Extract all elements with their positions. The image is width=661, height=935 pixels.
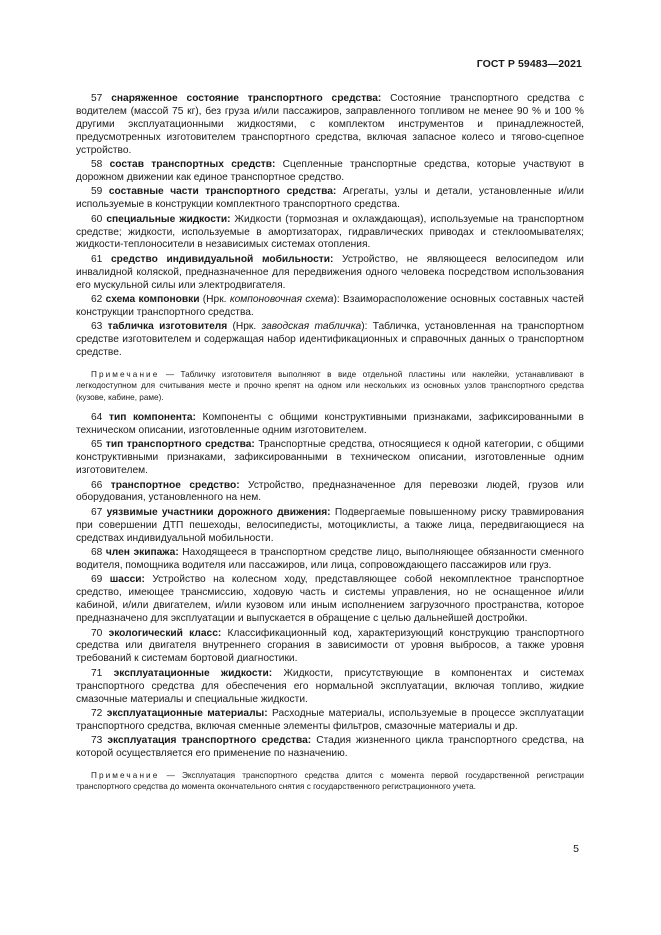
page-number: 5	[573, 843, 579, 855]
term-definition: Устройство на колесном ходу, представляющее собой некомплектное транспортное средство, имеющее трансмиссию, ходовую часть и системы управления, но не оснащенное и/или кабиной, и/или двигателем, и/или кузовом или иным исполнением загрузочного пространства, которое предназначено для эксплуатации и выпускается в обращение с целью дальнейшей достройки.	[76, 574, 584, 625]
term-number: 68	[91, 547, 103, 559]
term-number: 63	[91, 321, 103, 333]
term-title: составные части транспортного средства:	[108, 186, 337, 198]
term-entry	[76, 574, 584, 626]
term-number: 58	[91, 159, 103, 171]
term-definition: Устройство, не являющееся велосипедом или инвалидной коляской, предназначенное для передвижения одного человека посредством использования его мускульной силы или электродвигателя.	[76, 253, 584, 291]
term-number: 72	[91, 707, 103, 719]
term-definition: Компоненты с общими конструктивными признаками, зафиксированными в техническом описании, изготовленные одним изготовителем.	[76, 412, 584, 436]
term-title: состав транспортных средств:	[109, 159, 276, 171]
note	[76, 770, 584, 793]
term-definition: Стадия жизненного цикла транспортного средства, на которой осуществляется его применение по назначению.	[76, 735, 584, 760]
term-title: эксплуатационные жидкости:	[113, 667, 273, 679]
term-entry	[76, 186, 584, 212]
term-entry	[76, 547, 584, 573]
note-text: — Табличку изготовителя выполняют в виде отдельной пластины или наклейки, устанавливают в легкодоступном для считывания месте и прочно крепят на одном или нескольких из основных узлов транспортного средства (кузове, кабине, раме).	[76, 370, 584, 402]
term-title: шасси:	[109, 574, 145, 586]
term-entry	[76, 159, 584, 185]
term-number: 60	[91, 213, 103, 225]
term-title: транспортное средство:	[110, 479, 240, 491]
term-definition: Расходные материалы, используемые в процессе эксплуатации транспортного средства, включая сменные элементы фильтров, смазочные материалы и др.	[76, 707, 584, 732]
term-entry	[76, 294, 584, 320]
term-entry	[76, 412, 584, 438]
term-number: 61	[91, 253, 103, 265]
term-entry	[76, 668, 584, 707]
term-number: 73	[91, 735, 103, 747]
term-entry	[76, 214, 584, 253]
term-entry	[76, 93, 584, 158]
term-title: специальные жидкости:	[106, 213, 231, 225]
term-title: эксплуатация транспортного средства:	[107, 735, 312, 747]
term-entry	[76, 254, 584, 293]
term-definition: Классификационный код, характеризующий конструкцию транспортного средства или двигателя внутреннего сгорания в зависимости от уровня выбросов, а также уровня требований к системам бортовой диагностики.	[76, 627, 584, 665]
term-number: 59	[91, 186, 103, 198]
term-number: 70	[91, 627, 103, 639]
term-definition: Жидкости, присутствующие в компонентах и системах транспортного средства для обеспечения его нормальной эксплуатации, включая топливо, жидкие смазочные материалы и специальные жидкости.	[76, 667, 584, 705]
term-definition: Находящееся в транспортном средстве лицо, выполняющее обязанности сменного водителя, помощника водителя или пассажиров, или лица, сопровождающего пассажиров или груз.	[76, 547, 584, 571]
term-title: схема компоновки	[105, 294, 200, 306]
term-title: снаряженное состояние транспортного средства:	[111, 93, 382, 104]
term-definition: Транспортные средства, относящиеся к одной категории, с общими конструктивными признаками, зафиксированными в техническом описании, изготовленные одним изготовителем.	[76, 439, 584, 477]
term-number: 64	[91, 412, 103, 424]
term-number: 65	[91, 439, 103, 451]
term-deprecated-synonym: компоновочная схема	[229, 294, 334, 306]
term-definition: Состояние транспортного средства с водителем (массой 75 кг), без груза и/или пассажиров, заправленного топливом не менее 90 % и 100 % другими эксплуатационными жидкостями, с комплектом инструментов и принадлежностей, предусмотренных изготовителем транспортного средства, включая запасное колесо и тягово-сцепное устройство.	[76, 93, 584, 156]
term-deprecated-prefix: (Нрк.	[227, 321, 262, 333]
term-deprecated-synonym: заводская табличка	[261, 321, 362, 333]
term-entry	[76, 507, 584, 546]
term-title: табличка изготовителя	[107, 321, 228, 333]
term-title: тип компонента:	[108, 412, 196, 424]
term-entry	[76, 321, 584, 360]
note-text: — Эксплуатация транспортного средства длится с момента первой государственной регистрации транспортного средства до момента окончательного снятия с государственного регистрационного учета.	[76, 771, 584, 792]
term-title: эксплуатационные материалы:	[106, 707, 268, 719]
term-number: 57	[91, 93, 103, 104]
term-number: 67	[91, 506, 103, 518]
term-definition: ): Табличка, установленная на транспортном средстве изготовителем и содержащая набор идентификационных и справочных данных о транспортном средстве.	[76, 321, 584, 359]
term-entry	[76, 480, 584, 506]
note-label: Примечание	[91, 370, 160, 380]
terms-body	[76, 93, 584, 802]
term-definition: Сцепленные транспортные средства, которые участвуют в дорожном движении как единое транспортное средство.	[76, 159, 584, 183]
term-number: 62	[91, 294, 103, 306]
term-definition: Устройство, предназначенное для перевозки людей, грузов или оборудования, установленного на нем.	[76, 479, 584, 504]
term-number: 69	[91, 574, 103, 586]
term-title: экологический класс:	[108, 627, 222, 639]
term-title: тип транспортного средства:	[105, 439, 255, 451]
term-definition: Подвергаемые повышенному риску травмирования при совершении ДТП пешеходы, велосипедисты, мотоциклисты, а также лица, передвигающиеся на средствах индивидуальной мобильности.	[76, 506, 584, 544]
term-definition: Агрегаты, узлы и детали, установленные и/или используемые в конструкции комплектного транспортного средства.	[76, 186, 584, 211]
term-definition: Жидкости (тормозная и охлаждающая), используемые на транспортном средстве; жидкости, используемые в амортизаторах, гидравлических приводах и стеклоомывателях; жидкости-теплоносители в независимых системах отопления.	[76, 213, 585, 251]
term-title: уязвимые участники дорожного движения:	[106, 506, 331, 518]
term-title: средство индивидуальной мобильности:	[110, 253, 334, 265]
term-entry	[76, 439, 584, 478]
term-entry	[76, 735, 584, 761]
term-entry	[76, 628, 584, 667]
term-definition: ): Взаиморасположение основных составных частей конструкции транспортного средства.	[76, 294, 584, 318]
term-deprecated-prefix: (Нрк.	[199, 294, 230, 306]
note	[76, 369, 584, 403]
term-title: член экипажа:	[105, 547, 179, 559]
term-number: 66	[91, 479, 103, 491]
term-number: 71	[91, 667, 103, 679]
standard-number: ГОСТ Р 59483—2021	[476, 58, 582, 70]
note-label: Примечание	[91, 771, 160, 781]
term-entry	[76, 708, 584, 734]
